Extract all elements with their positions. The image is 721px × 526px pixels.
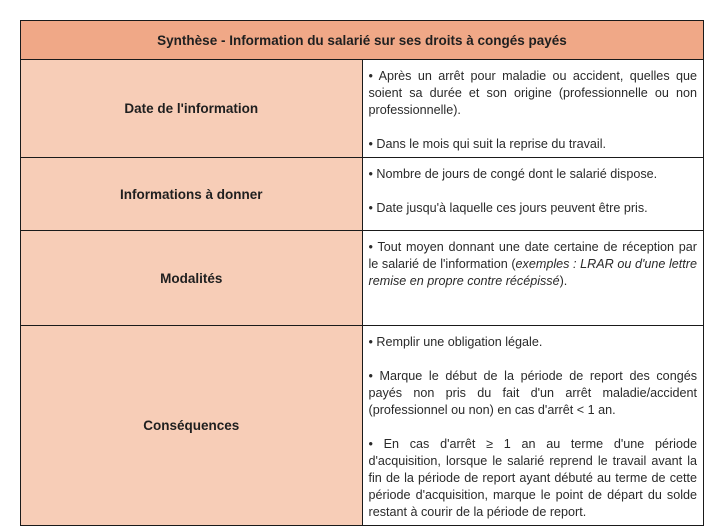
list-item: • Après un arrêt pour maladie ou accident, quelles que soient sa durée et son origine (professionnelle ou non professionnelle). bbox=[368, 69, 697, 117]
row-label-consequences: Conséquences bbox=[21, 326, 363, 526]
row-content-modalites bbox=[362, 231, 704, 326]
row-content-informations bbox=[362, 158, 704, 231]
list-item: • Dans le mois qui suit la reprise du travail. bbox=[368, 137, 606, 151]
list-item: • Nombre de jours de congé dont le salarié dispose. bbox=[368, 167, 658, 181]
table-row bbox=[21, 231, 704, 326]
list-item: • Remplir une obligation légale. bbox=[368, 335, 543, 349]
table-row bbox=[21, 326, 704, 526]
item-text: • Tout moyen donnant une date certaine de réception par le salarié de l'information ( bbox=[368, 240, 697, 271]
list-item: • Date jusqu'à laquelle ces jours peuvent être pris. bbox=[368, 201, 648, 215]
row-content-consequences bbox=[362, 326, 704, 526]
row-label-modalites: Modalités bbox=[21, 231, 363, 326]
list-item bbox=[369, 239, 698, 290]
table-row bbox=[21, 158, 704, 231]
summary-table bbox=[20, 20, 704, 526]
table-row bbox=[21, 60, 704, 158]
list-item: • En cas d'arrêt ≥ 1 an au terme d'une période d'acquisition, lorsque le salarié reprend le travail avant la fin de la période de report ayant débuté au terme de cette période d'acquisition, marque le point de départ du solde restant à courir de la période de report. bbox=[368, 437, 697, 519]
row-content-date bbox=[362, 60, 704, 158]
table-title: Synthèse - Information du salarié sur ses droits à congés payés bbox=[21, 21, 704, 60]
item-italic-text: exemples : LRAR ou d'une lettre remise en propre contre récépissé bbox=[368, 257, 697, 288]
row-label-date: Date de l'information bbox=[21, 60, 363, 158]
list-item: • Marque le début de la période de report des congés payés non pris du fait d'un arrêt maladie/accident (professionnel ou non) en cas d'arrêt < 1 an. bbox=[368, 369, 697, 417]
row-label-informations: Informations à donner bbox=[21, 158, 363, 231]
item-text: ). bbox=[559, 274, 568, 288]
